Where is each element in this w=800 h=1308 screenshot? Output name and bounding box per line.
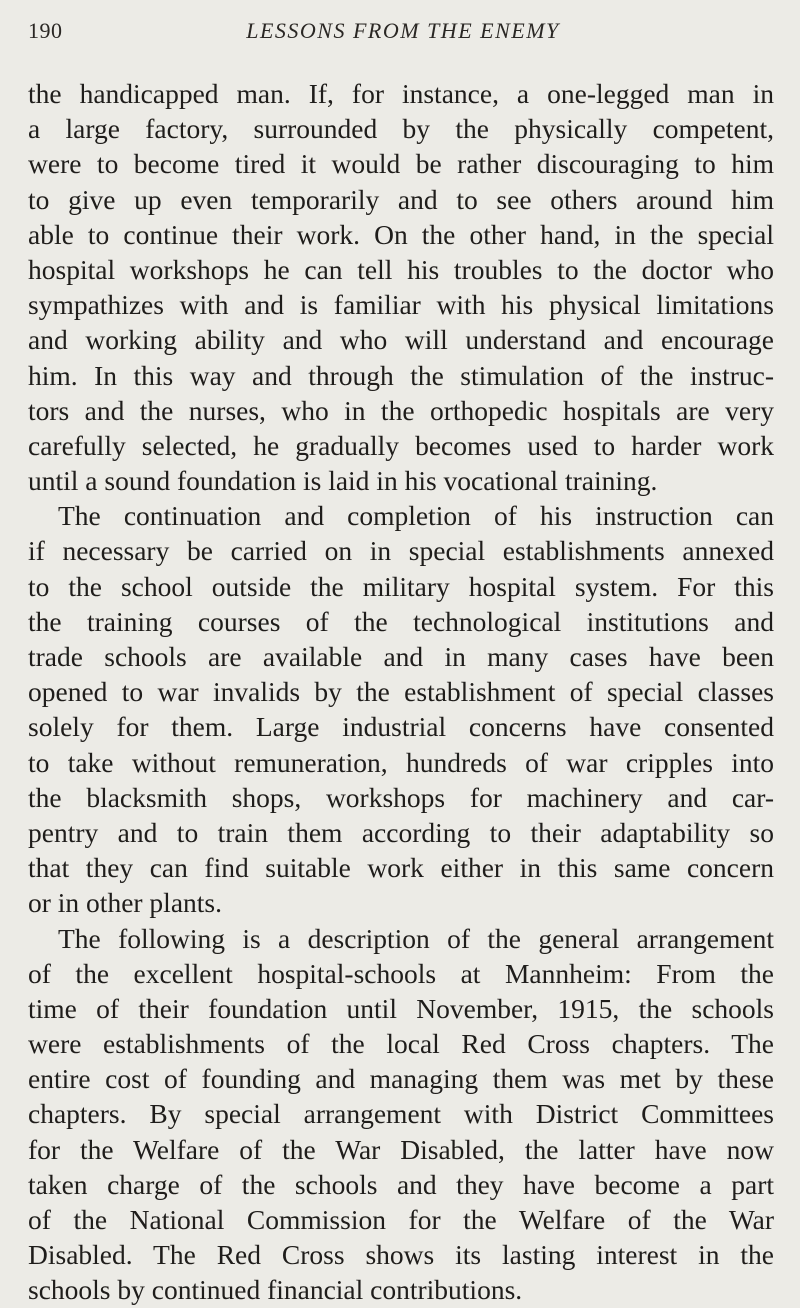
page-number: 190 xyxy=(28,18,63,43)
text-line: of the National Commission for the Welfare of the War xyxy=(28,1204,774,1235)
text-line: solely for them. Large industrial concerns have consented xyxy=(28,711,774,743)
text-line: schools by continued financial contributions. xyxy=(28,1274,523,1306)
text-line: opened to war invalids by the establishment of special classes xyxy=(28,676,774,708)
text-line: the training courses of the technological institutions and xyxy=(28,605,774,637)
text-line: carefully selected, he gradually becomes used to harder work xyxy=(28,429,774,461)
text-line: Disabled. The Red Cross shows its lasting interest in the xyxy=(28,1239,774,1271)
text-line: time of their foundation until November, 1915, the schools xyxy=(28,992,774,1024)
text-line: were establishments of the local Red Cross chapters. The xyxy=(28,1028,774,1060)
text-line: the handicapped man. If, for instance, a one-legged man in xyxy=(28,78,774,109)
paragraph-3 xyxy=(28,921,774,1308)
text-line: hospital workshops he can tell his troubles to the doctor who xyxy=(28,253,774,285)
body-text xyxy=(28,76,774,1308)
text-line: chapters. By special arrangement with District Committees xyxy=(28,1098,774,1130)
text-line: The continuation and completion of his instruction can xyxy=(58,500,774,532)
text-line: to give up even temporarily and to see others around him xyxy=(28,183,774,215)
text-line: and working ability and who will understand and encourage xyxy=(28,324,774,356)
text-line: a large factory, surrounded by the physically competent, xyxy=(28,113,774,145)
text-line: trade schools are available and in many cases have been xyxy=(28,641,774,672)
text-line: to take without remuneration, hundreds of war cripples into xyxy=(28,746,774,778)
paragraph-2 xyxy=(28,498,774,920)
text-line: pentry and to train them according to their adaptability so xyxy=(28,816,774,848)
text-line: to the school outside the military hospital system. For this xyxy=(28,570,774,602)
text-line: until a sound foundation is laid in his vocational training. xyxy=(28,465,658,497)
text-line: taken charge of the schools and they have become a part xyxy=(28,1168,774,1200)
text-line: if necessary be carried on in special establishments annexed xyxy=(28,535,774,567)
text-line: the blacksmith shops, workshops for machinery and car- xyxy=(28,781,774,813)
text-line: able to continue their work. On the other hand, in the special xyxy=(28,218,774,250)
text-line: were to become tired it would be rather discouraging to him xyxy=(28,148,774,180)
text-line: The following is a description of the general arrangement xyxy=(58,922,774,954)
text-line: that they can find suitable work either in this same concern xyxy=(28,852,774,884)
paragraph-1 xyxy=(28,76,774,498)
text-line: of the excellent hospital-schools at Mannheim: From the xyxy=(28,957,774,989)
text-line: tors and the nurses, who in the orthopedic hospitals are very xyxy=(28,394,774,426)
running-title: LESSONS FROM THE ENEMY xyxy=(246,18,560,43)
text-line: him. In this way and through the stimulation of the instruc- xyxy=(28,359,774,391)
text-line: for the Welfare of the War Disabled, the latter have now xyxy=(28,1133,774,1165)
running-head xyxy=(28,18,778,52)
text-line: or in other plants. xyxy=(28,887,222,919)
text-line: sympathizes with and is familiar with his physical limitations xyxy=(28,289,774,321)
text-line: entire cost of founding and managing them was met by these xyxy=(28,1063,774,1095)
